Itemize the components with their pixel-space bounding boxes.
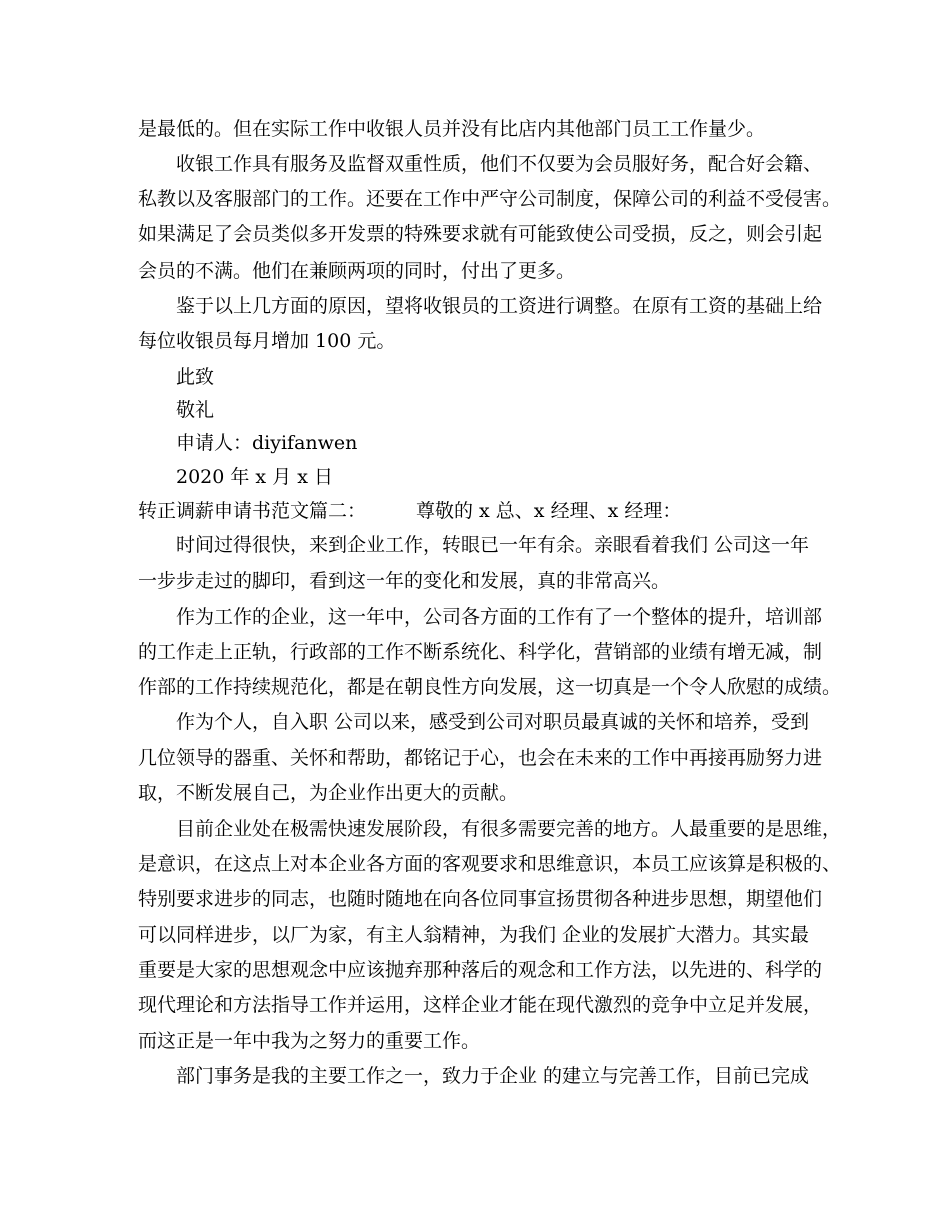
paragraph-line: 几位领导的器重、关怀和帮助，都铭记于心，也会在未来的工作中再接再励努力进	[138, 747, 823, 769]
paragraph-line: 的工作走上正轨，行政部的工作不断系统化、科学化，营销部的业绩有增无减，制	[138, 641, 823, 663]
section-title: 转正调薪申请书范文篇二：	[138, 500, 367, 522]
paragraph-line: 取，不断发展自己，为企业作出更大的贡献。	[138, 782, 519, 804]
paragraph-line: 重要是大家的思想观念中应该抛弃那种落后的观念和工作方法，以先进的、科学的	[138, 959, 823, 981]
paragraph-line: 特别要求进步的同志，也随时随地在向各位同事宣扬贯彻各种进步思想，期望他们	[138, 888, 823, 910]
paragraph-line: 会员的不满。他们在兼顾两项的同时，付出了更多。	[138, 260, 576, 282]
closing-respect: 敬礼	[176, 399, 215, 421]
paragraph-line: 作为工作的企业，这一年中，公司各方面的工作有了一个整体的提升，培训部	[176, 606, 823, 628]
paragraph-line: 目前企业处在极需快速发展阶段，有很多需要完善的地方。人最重要的是思维，	[176, 818, 842, 840]
paragraph-line: 是最低的。但在实际工作中收银人员并没有比店内其他部门员工工作量少。	[138, 118, 766, 140]
paragraph-line: 每位收银员每月增加 100 元。	[138, 330, 396, 352]
paragraph-line: 鉴于以上几方面的原因，望将收银员的工资进行调整。在原有工资的基础上给	[176, 295, 823, 317]
section-heading	[138, 499, 681, 523]
paragraph-line: 是意识，在这点上对本企业各方面的客观要求和思维意识，本员工应该算是积极的、	[138, 853, 842, 875]
paragraph-line: 作为个人，自入职 公司以来，感受到公司对职员最真诚的关怀和培养，受到	[176, 711, 810, 733]
paragraph-line: 部门事务是我的主要工作之一，致力于企业 的建立与完善工作，目前已完成	[176, 1065, 810, 1087]
document-date: 2020 年 x 月 x 日	[176, 466, 333, 488]
salutation: 尊敬的 x 总、x 经理、x 经理：	[416, 500, 682, 522]
paragraph-line: 而这正是一年中我为之努力的重要工作。	[138, 1030, 481, 1052]
paragraph-line: 可以同样进步，以厂为家，有主人翁精神，为我们 企业的发展扩大潜力。其实最	[138, 924, 810, 946]
paragraph-line: 时间过得很快，来到企业工作，转眼已一年有余。亲眼看着我们 公司这一年	[176, 534, 810, 556]
closing-salutation: 此致	[176, 366, 215, 388]
paragraph-line: 如果满足了会员类似多开发票的特殊要求就有可能致使公司受损，反之，则会引起	[138, 223, 823, 245]
paragraph-line: 私教以及客服部门的工作。还要在工作中严守公司制度，保障公司的利益不受侵害。	[138, 188, 842, 210]
paragraph-line: 现代理论和方法指导工作并运用，这样企业才能在现代激烈的竞争中立足并发展，	[138, 994, 823, 1016]
paragraph-line: 作部的工作持续规范化，都是在朝良性方向发展，这一切真是一个令人欣慰的成绩。	[138, 676, 842, 698]
applicant-signature: 申请人：diyifanwen	[176, 432, 358, 454]
paragraph-line: 一步步走过的脚印，看到这一年的变化和发展，真的非常高兴。	[138, 570, 671, 592]
paragraph-line: 收银工作具有服务及监督双重性质，他们不仅要为会员服好务，配合好会籍、	[176, 153, 823, 175]
